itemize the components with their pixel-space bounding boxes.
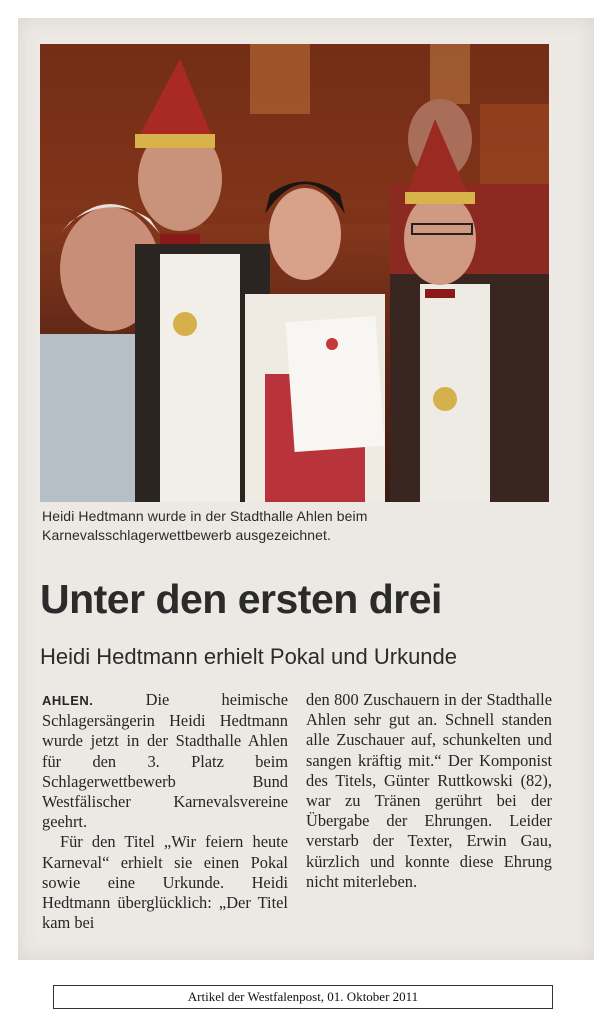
source-label: Artikel der Westfalenpost, 01. Oktober 2011 bbox=[53, 985, 553, 1009]
paragraph-text: Die heimische Schlagersängerin Heidi Hedtmann wurde jetzt in der Stadthalle Ahlen für den 3. Platz beim Schlagerwettbewerb Bund Westfälischer Karnevalsvereine geehrt. bbox=[42, 690, 288, 832]
article-paragraph: den 800 Zuschauern in der Stadthalle Ahlen sehr gut an. Schnell standen alle Zuschauer auf, schunkelten und sangen kräftig mit.“ Der Komponist des Titels, Günter Ruttkowski (82), war zu Tränen gerührt bei der Übergabe der Ehrungen. Leider verstarb der Texter, Erwin Gau, kürzlich und konnte diese Ehrung nicht miterleben. bbox=[306, 690, 552, 891]
dateline: AHLEN. bbox=[42, 693, 94, 708]
article-photo bbox=[40, 44, 549, 502]
photo-caption: Heidi Hedtmann wurde in der Stadthalle Ahlen beim Karnevalsschlagerwettbewerb ausgezeichnet. bbox=[42, 508, 368, 543]
article-column-left bbox=[42, 690, 288, 933]
article-paragraph: Für den Titel „Wir feiern heute Karneval“ erhielt sie einen Pokal sowie eine Urkunde. Heidi Hedtmann überglücklich: „Der Titel kam bei bbox=[42, 832, 288, 933]
article-column-right bbox=[306, 690, 552, 892]
headline: Unter den ersten drei bbox=[40, 576, 442, 622]
article-paragraph bbox=[42, 690, 288, 832]
photo-illustration bbox=[40, 44, 549, 502]
subheadline: Heidi Hedtmann erhielt Pokal und Urkunde bbox=[40, 644, 458, 669]
